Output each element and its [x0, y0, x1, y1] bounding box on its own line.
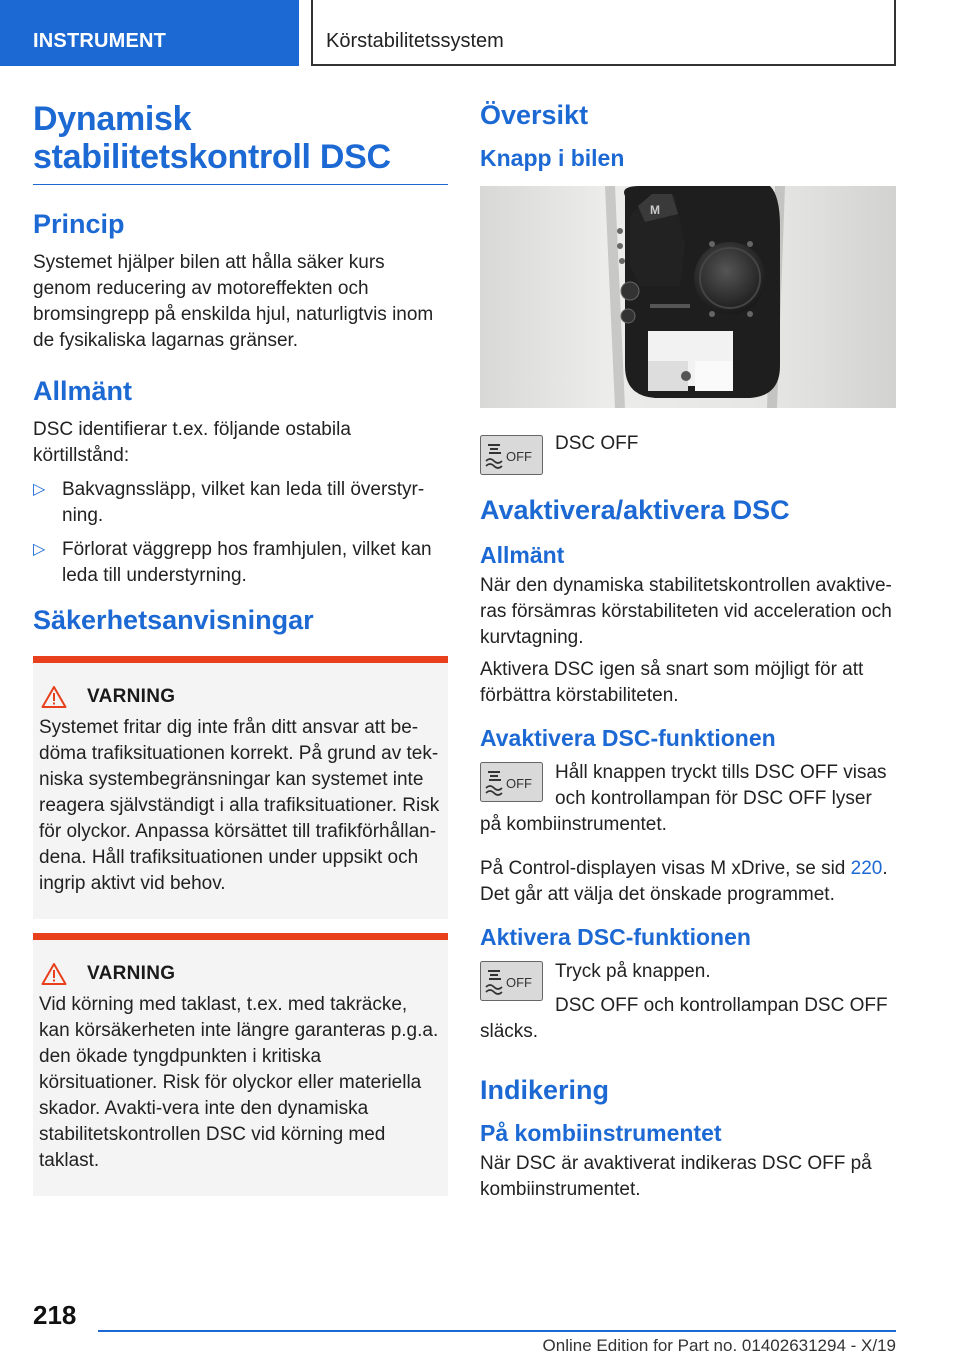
section-title: Körstabilitetssystem	[311, 0, 896, 66]
list-item	[33, 477, 448, 529]
dsc-off-icon	[480, 435, 543, 475]
list-item-text: Förlorat väggrepp hos framhjulen, vilket kan leda till understyrning.	[62, 539, 432, 586]
warning-title: VARNING	[87, 686, 176, 707]
allmant-text: DSC identifierar t.ex. följande ostabila körtillstånd:	[33, 419, 351, 466]
warning-box	[33, 933, 448, 1196]
center-console-photo	[480, 186, 896, 408]
dsc-off-icon	[480, 961, 543, 1001]
knapp-heading: Knapp i bilen	[480, 145, 625, 171]
page-number: 218	[33, 1300, 77, 1330]
allmant-p1: När den dynamiska stabilitetskontrollen avaktive-ras försämras körstabiliteten vid acceleration och kurvtagning.	[480, 575, 892, 648]
m-logo: M	[650, 203, 660, 217]
warning-title: VARNING	[87, 963, 176, 984]
triangle-bullet-icon: ▷	[33, 481, 46, 498]
icon-text: OFF	[506, 975, 532, 990]
chapter-tab: INSTRUMENT	[0, 0, 299, 66]
warning-text: Systemet fritar dig inte från ditt ansvar att be-döma trafiksituationen korrekt. På grund av tek-niska systembegränsningar kan systemet inte reagera självständigt i alla trafiksituationer. Risk för olyckor. Anpassa körsättet till trafikförhållan-dena. Håll trafiksituationen under uppsikt och ingrip aktivt vid behov.	[39, 717, 440, 894]
avaktivera-heading: Avaktivera/aktivera DSC	[480, 495, 790, 525]
button-label: DSC OFF	[555, 433, 639, 454]
list-item	[33, 537, 448, 589]
akt-func-p1: Tryck på knappen.	[555, 961, 711, 982]
control-text-end: .	[882, 858, 888, 879]
princip-heading: Princip	[33, 209, 125, 239]
triangle-bullet-icon: ▷	[33, 541, 46, 558]
footer-divider	[98, 1330, 896, 1332]
condition-list	[33, 477, 448, 589]
princip-text: Systemet hjälper bilen att hålla säker kurs genom reducering av motoreffekten och bromsingrepp på enskilda hjul, naturligtvis inom de fysikaliska lagarnas gränser.	[33, 252, 434, 351]
allmant-p2: Aktivera DSC igen så snart som möjligt för att förbättra körstabiliteten.	[480, 659, 864, 706]
avakt-func-text: Håll knappen tryckt tills DSC OFF visas och kontrollampan för DSC OFF lyser på kombiinstrumentet.	[480, 762, 887, 835]
page-link[interactable]: 220	[850, 858, 883, 879]
akt-func-block	[480, 959, 896, 1053]
akt-func-p2: DSC OFF och kontrollampan DSC OFF släcks.	[480, 995, 888, 1042]
control-display-text	[480, 856, 896, 908]
control-text-2: Det går att välja det önskade programmet.	[480, 884, 835, 905]
avakt-func-block	[480, 760, 896, 846]
warning-header	[39, 685, 440, 709]
avakt-func-heading: Avaktivera DSC-funktionen	[480, 725, 776, 751]
warning-box	[33, 656, 448, 919]
list-item-text: Bakvagnssläpp, vilket kan leda till överstyr-ning.	[62, 479, 425, 526]
warning-text: Vid körning med taklast, t.ex. med takräcke, kan körsäkerheten inte längre garanteras p.g.a. den ökade tyngdpunkten i kritiska körsituationer. Risk för olyckor eller materiella skador. Avakti-vera inte den dynamiska stabilitetskontrollen DSC vid körning med taklast.	[39, 994, 439, 1171]
allmant-heading: Allmänt	[33, 376, 133, 406]
page-header	[0, 0, 960, 66]
akt-func-heading: Aktivera DSC-funktionen	[480, 924, 751, 950]
kombi-text: När DSC är avaktiverat indikeras DSC OFF på kombiinstrumentet.	[480, 1153, 872, 1200]
warning-triangle-icon	[41, 685, 67, 709]
button-legend	[480, 431, 896, 475]
allmant-subheading: Allmänt	[480, 542, 565, 568]
warning-triangle-icon	[41, 962, 67, 986]
icon-text: OFF	[506, 776, 532, 791]
oversikt-heading: Översikt	[480, 100, 589, 130]
page-title: Dynamisk stabilitetskontroll DSC	[33, 100, 448, 185]
kombi-heading: På kombiinstrumentet	[480, 1120, 722, 1146]
icon-text: OFF	[506, 449, 532, 464]
safety-heading: Säkerhetsanvisningar	[33, 605, 314, 635]
left-column	[33, 100, 448, 1210]
right-column	[480, 100, 896, 1213]
warning-header	[39, 962, 440, 986]
edition-text: Online Edition for Part no. 01402631294 - X/19	[542, 1336, 896, 1355]
indikering-heading: Indikering	[480, 1075, 610, 1105]
dsc-off-icon	[480, 762, 543, 802]
control-text: På Control-displayen visas M xDrive, se sid	[480, 858, 851, 879]
